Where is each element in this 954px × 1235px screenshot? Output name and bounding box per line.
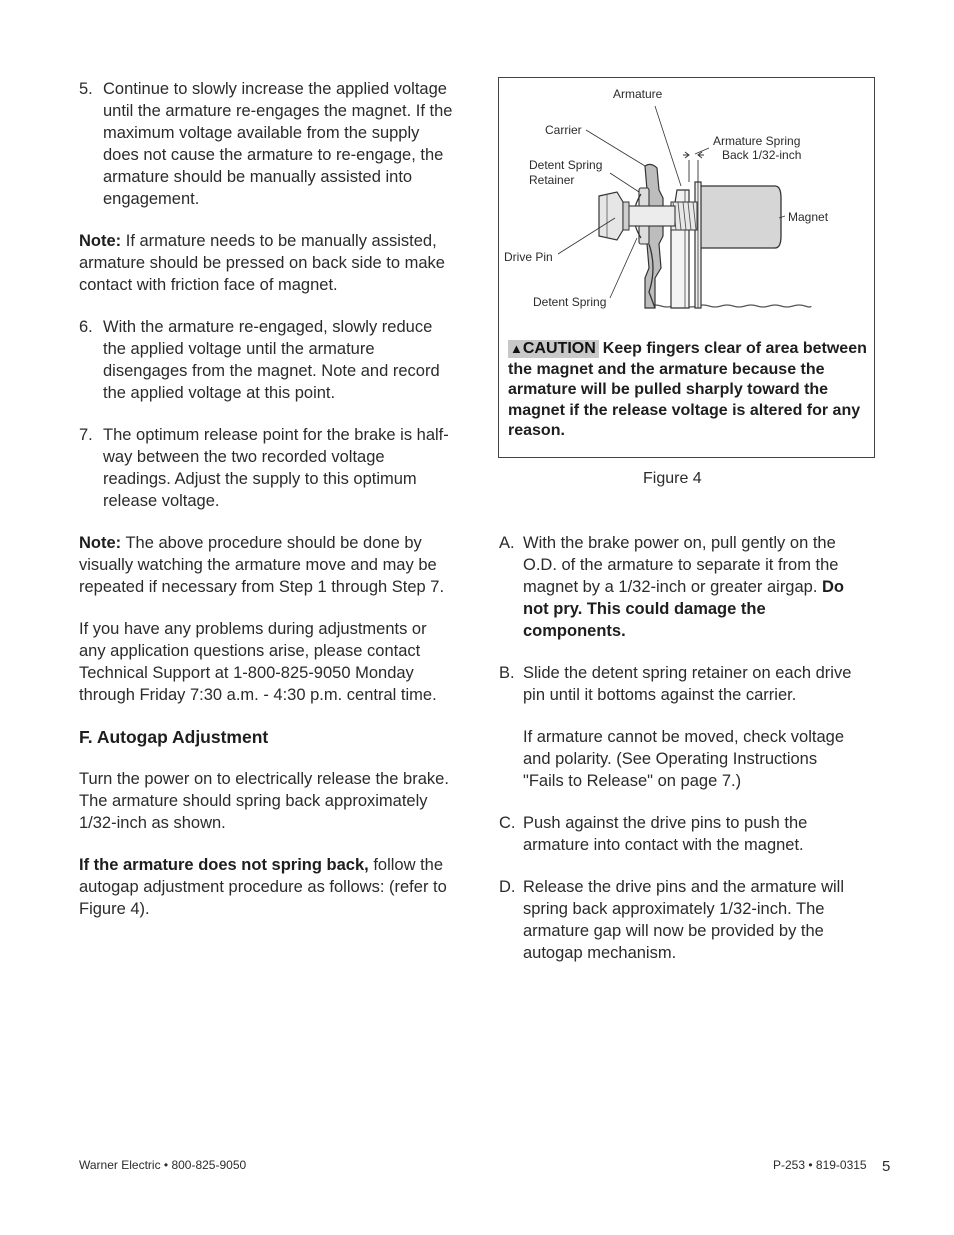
figure-4-box (498, 77, 875, 458)
label-detent-retainer-line2: Retainer (529, 173, 575, 187)
note-text: The above procedure should be done by visually watching the armature move and may be repeated if necessary from Step 1 through Step 7. (79, 534, 445, 596)
step-text: Continue to slowly increase the applied voltage until the armature re-engages the magnet. If the maximum voltage available from the supply does not cause the armature to re-engage, the armature should be manually assisted into engagement. (103, 80, 453, 208)
label-magnet: Magnet (788, 210, 829, 224)
caution-badge-label: CAUTION (522, 340, 596, 357)
label-spring-back-line1: Armature Spring (713, 134, 801, 148)
note-procedure (79, 532, 457, 598)
label-drive-pin: Drive Pin (504, 250, 553, 264)
step-letter: B. (499, 664, 515, 682)
step-6 (79, 316, 457, 404)
note-text: If armature needs to be manually assisted, armature should be pressed on back side to make contact with friction face of magnet. (79, 232, 445, 294)
step-d (499, 876, 854, 964)
step-letter: A. (499, 534, 515, 552)
step-number: 6. (79, 318, 93, 336)
step-extra: If armature cannot be moved, check voltage and polarity. (See Operating Instructions "Fails to Release" on page 7.) (523, 728, 845, 790)
step-number: 7. (79, 426, 93, 444)
label-armature: Armature (613, 87, 663, 101)
no-spring-back-paragraph (79, 854, 457, 920)
left-column (79, 78, 457, 940)
label-spring-back-line2: Back 1/32-inch (722, 148, 802, 162)
step-warning: Do not pry. This could damage the components. (523, 578, 845, 640)
page-number: 5 (882, 1158, 891, 1175)
no-spring-back-text: follow the autogap adjustment procedure as follows: (refer to Figure 4). (79, 856, 447, 918)
step-text: Slide the detent spring retainer on each drive pin until it bottoms against the carrier. (523, 664, 852, 704)
autogap-intro: Turn the power on to electrically release the brake. The armature should spring back approximately 1/32-inch as shown. (79, 770, 449, 832)
step-text: Release the drive pins and the armature will spring back approximately 1/32-inch. The armature gap will now be provided by the autogap mechanism. (523, 878, 845, 962)
caution-text: Keep fingers clear of area between the magnet and the armature because the armature will be pulled sharply toward the magnet if the release voltage is altered for any reason. (508, 340, 867, 439)
step-letter: C. (499, 814, 516, 832)
section-title: F. Autogap Adjustment (79, 727, 269, 747)
footer-company: Warner Electric • 800-825-9050 (79, 1158, 247, 1172)
step-7 (79, 424, 457, 512)
note-label: Note: (79, 232, 122, 250)
label-detent-retainer-line1: Detent Spring (529, 158, 603, 172)
step-text: The optimum release point for the brake is half-way between the two recorded voltage readings. Adjust the supply to this optimum release voltage. (103, 426, 449, 510)
warning-triangle-icon: ▲ (510, 341, 523, 356)
figure-caption: Figure 4 (643, 470, 702, 487)
right-column (499, 532, 854, 984)
note-manual-assist (79, 230, 457, 296)
step-c (499, 812, 854, 856)
step-a (499, 532, 854, 642)
label-detent-spring: Detent Spring (533, 295, 607, 309)
step-b (499, 662, 854, 792)
step-5 (79, 78, 457, 210)
step-letter: D. (499, 878, 516, 896)
caution-badge (508, 340, 599, 358)
note-label: Note: (79, 534, 122, 552)
label-carrier: Carrier (545, 123, 582, 137)
step-text: With the armature re-engaged, slowly reduce the applied voltage until the armature disengages from the magnet. Note and record the applied voltage at this point. (103, 318, 440, 402)
support-paragraph: If you have any problems during adjustments or any application questions arise, please contact Technical Support at 1-800-825-9050 Monday through Friday 7:30 a.m. - 4:30 p.m. central time. (79, 620, 437, 704)
caution-notice (508, 339, 868, 442)
step-text: Push against the drive pins to push the armature into contact with the magnet. (523, 814, 808, 854)
step-number: 5. (79, 80, 93, 98)
no-spring-back-bold: If the armature does not spring back, (79, 856, 369, 874)
step-text: With the brake power on, pull gently on the O.D. of the armature to separate it from the magnet by a 1/32-inch or greater airgap. (523, 534, 839, 596)
footer-doc-number: P-253 • 819-0315 (773, 1158, 867, 1172)
